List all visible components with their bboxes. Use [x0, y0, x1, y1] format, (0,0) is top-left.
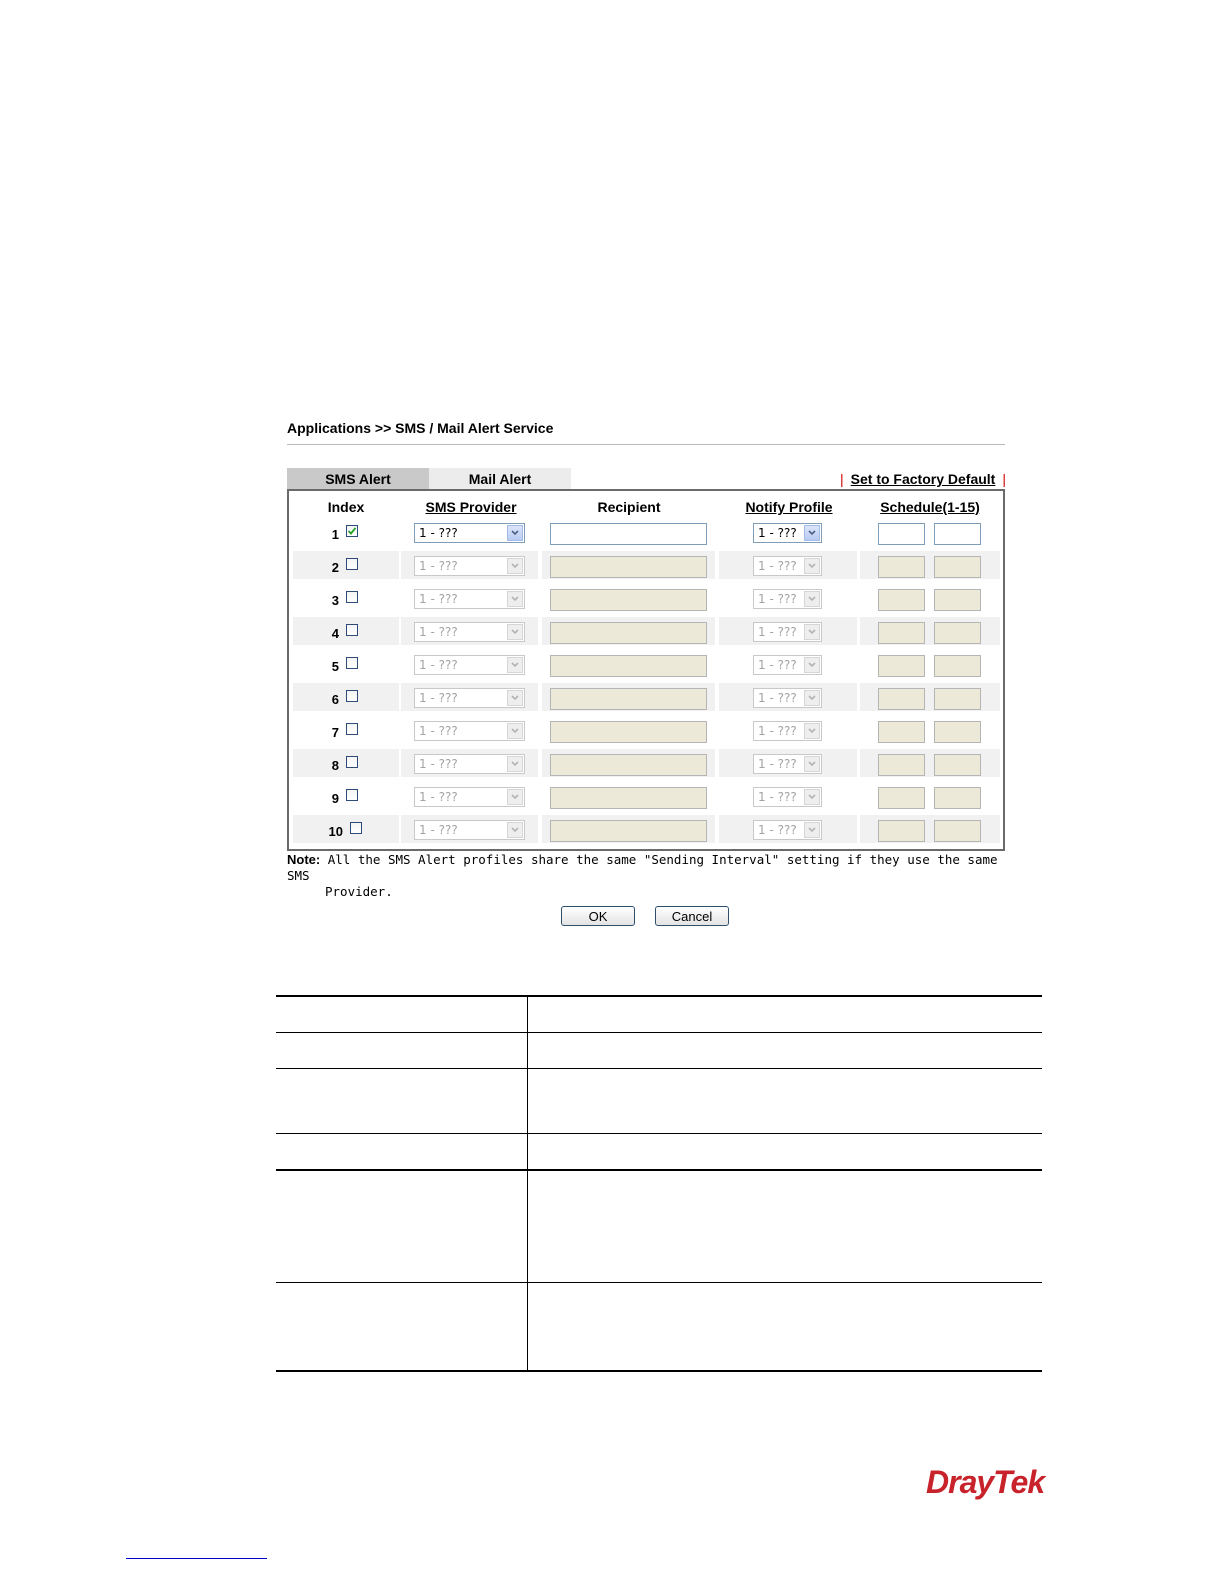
table-row — [289, 683, 1003, 711]
table-row — [289, 518, 1003, 546]
schedule-input-2[interactable] — [934, 589, 981, 611]
notify-profile-select[interactable] — [753, 820, 822, 840]
row-index: 1 — [331, 527, 339, 542]
sms-provider-value: 1 - ??? — [419, 691, 458, 705]
notify-profile-value: 1 - ??? — [758, 592, 797, 606]
sms-provider-value: 1 - ??? — [419, 757, 458, 771]
notify-profile-select[interactable] — [753, 655, 822, 675]
table-rule — [276, 1133, 1042, 1134]
notify-profile-select[interactable] — [753, 754, 822, 774]
tab-mail-alert[interactable]: Mail Alert — [429, 468, 571, 490]
schedule-input-2[interactable] — [934, 523, 981, 545]
enable-checkbox[interactable] — [350, 822, 362, 834]
row-index: 4 — [331, 626, 339, 641]
notify-profile-value: 1 - ??? — [758, 823, 797, 837]
enable-checkbox[interactable] — [346, 690, 358, 702]
notify-profile-value: 1 - ??? — [758, 625, 797, 639]
chevron-down-icon — [507, 525, 523, 541]
sms-provider-value: 1 - ??? — [419, 823, 458, 837]
header-schedule[interactable]: Schedule(1-15) — [880, 499, 980, 515]
schedule-input-2[interactable] — [934, 754, 981, 776]
chevron-down-icon — [507, 822, 523, 838]
header-index: Index — [327, 499, 365, 515]
recipient-input[interactable] — [550, 655, 707, 677]
schedule-input-1[interactable] — [878, 655, 925, 677]
notify-profile-select[interactable] — [753, 523, 822, 543]
chevron-down-icon — [804, 591, 820, 607]
recipient-input[interactable] — [550, 556, 707, 578]
table-row — [289, 584, 1003, 612]
sms-provider-select[interactable] — [414, 688, 525, 708]
notify-profile-select[interactable] — [753, 688, 822, 708]
row-index: 2 — [331, 560, 339, 575]
row-index: 9 — [331, 791, 339, 806]
enable-checkbox[interactable] — [346, 756, 358, 768]
enable-checkbox[interactable] — [346, 789, 358, 801]
recipient-input[interactable] — [550, 754, 707, 776]
notify-profile-select[interactable] — [753, 721, 822, 741]
row-index: 7 — [331, 725, 339, 740]
enable-checkbox[interactable] — [346, 657, 358, 669]
chevron-down-icon — [804, 756, 820, 772]
schedule-input-1[interactable] — [878, 523, 925, 545]
sms-provider-select[interactable] — [414, 622, 525, 642]
page-title: Applications >> SMS / Mail Alert Service — [287, 420, 554, 436]
separator-left: | — [840, 471, 844, 487]
sms-provider-value: 1 - ??? — [419, 559, 458, 573]
chevron-down-icon — [507, 789, 523, 805]
footer-link[interactable] — [126, 1558, 267, 1559]
note-label: Note: — [287, 852, 321, 867]
schedule-input-1[interactable] — [878, 754, 925, 776]
table-rule — [276, 1068, 1042, 1069]
note — [287, 852, 1007, 900]
schedule-input-2[interactable] — [934, 721, 981, 743]
draytek-logo: DrayTek — [926, 1464, 1045, 1500]
schedule-input-1[interactable] — [878, 622, 925, 644]
chevron-down-icon — [507, 558, 523, 574]
schedule-input-1[interactable] — [878, 688, 925, 710]
notify-profile-select[interactable] — [753, 556, 822, 576]
chevron-down-icon — [804, 723, 820, 739]
chevron-down-icon — [507, 624, 523, 640]
factory-default-bar — [820, 470, 1006, 488]
chevron-down-icon — [507, 756, 523, 772]
schedule-input-2[interactable] — [934, 622, 981, 644]
table-rule — [276, 995, 1042, 997]
recipient-input[interactable] — [550, 622, 707, 644]
table-row — [289, 617, 1003, 645]
schedule-input-1[interactable] — [878, 556, 925, 578]
chevron-down-icon — [804, 657, 820, 673]
chevron-down-icon — [804, 525, 820, 541]
chevron-down-icon — [507, 591, 523, 607]
sms-provider-select[interactable] — [414, 655, 525, 675]
schedule-input-1[interactable] — [878, 721, 925, 743]
chevron-down-icon — [507, 657, 523, 673]
enable-checkbox[interactable] — [346, 558, 358, 570]
header-recipient: Recipient — [597, 499, 661, 515]
notify-profile-select[interactable] — [753, 589, 822, 609]
schedule-input-2[interactable] — [934, 556, 981, 578]
chevron-down-icon — [507, 723, 523, 739]
ok-button[interactable]: OK — [561, 906, 635, 926]
table-row — [289, 650, 1003, 678]
schedule-input-2[interactable] — [934, 655, 981, 677]
notify-profile-select[interactable] — [753, 787, 822, 807]
row-index: 6 — [331, 692, 339, 707]
table-row — [289, 749, 1003, 777]
sms-provider-select[interactable] — [414, 523, 525, 543]
notify-profile-select[interactable] — [753, 622, 822, 642]
chevron-down-icon — [804, 624, 820, 640]
sms-provider-value: 1 - ??? — [419, 625, 458, 639]
sms-alert-panel — [287, 489, 1005, 851]
note-line-1: All the SMS Alert profiles share the same "Sending Interval" setting if they use the same SMS — [287, 852, 998, 883]
notify-profile-value: 1 - ??? — [758, 691, 797, 705]
description-table — [276, 995, 1042, 1372]
sms-provider-select[interactable] — [414, 721, 525, 741]
cancel-button[interactable]: Cancel — [655, 906, 729, 926]
header-notify-profile[interactable]: Notify Profile — [745, 499, 833, 515]
recipient-input[interactable] — [550, 787, 707, 809]
schedule-input-2[interactable] — [934, 787, 981, 809]
recipient-input[interactable] — [550, 589, 707, 611]
schedule-input-2[interactable] — [934, 688, 981, 710]
notify-profile-value: 1 - ??? — [758, 559, 797, 573]
schedule-input-1[interactable] — [878, 787, 925, 809]
table-rule — [276, 1169, 1042, 1171]
notify-profile-value: 1 - ??? — [758, 658, 797, 672]
recipient-input[interactable] — [550, 721, 707, 743]
tab-sms-alert[interactable]: SMS Alert — [287, 468, 429, 490]
chevron-down-icon — [804, 789, 820, 805]
notify-profile-value: 1 - ??? — [758, 526, 797, 540]
header-sms-provider[interactable]: SMS Provider — [425, 499, 517, 515]
schedule-input-1[interactable] — [878, 820, 925, 842]
recipient-input[interactable] — [550, 820, 707, 842]
sms-provider-select[interactable] — [414, 754, 525, 774]
enable-checkbox[interactable] — [346, 624, 358, 636]
recipient-input[interactable] — [550, 688, 707, 710]
table-rule — [276, 1282, 1042, 1283]
enable-checkbox[interactable] — [346, 591, 358, 603]
schedule-input-1[interactable] — [878, 589, 925, 611]
sms-provider-select[interactable] — [414, 589, 525, 609]
table-row — [289, 782, 1003, 810]
sms-provider-select[interactable] — [414, 556, 525, 576]
enable-checkbox[interactable] — [346, 723, 358, 735]
sms-provider-value: 1 - ??? — [419, 790, 458, 804]
chevron-down-icon — [804, 690, 820, 706]
chevron-down-icon — [804, 558, 820, 574]
sms-provider-value: 1 - ??? — [419, 724, 458, 738]
row-index: 3 — [331, 593, 339, 608]
table-column-divider — [527, 995, 528, 1372]
chevron-down-icon — [804, 822, 820, 838]
recipient-input[interactable] — [550, 523, 707, 545]
notify-profile-value: 1 - ??? — [758, 790, 797, 804]
separator-right: | — [1002, 471, 1006, 487]
row-index: 8 — [331, 758, 339, 773]
sms-provider-select[interactable] — [414, 820, 525, 840]
row-index: 10 — [328, 824, 343, 839]
table-rule — [276, 1370, 1042, 1372]
table-rule — [276, 1032, 1042, 1033]
enable-checkbox[interactable] — [346, 525, 358, 537]
table-row — [289, 815, 1003, 843]
table-row — [289, 551, 1003, 579]
sms-provider-value: 1 - ??? — [419, 592, 458, 606]
set-to-factory-default-link[interactable]: Set to Factory Default — [850, 471, 996, 487]
row-index: 5 — [331, 659, 339, 674]
notify-profile-value: 1 - ??? — [758, 724, 797, 738]
index-cell — [293, 815, 399, 843]
table-row — [289, 716, 1003, 744]
note-line-2: Provider. — [325, 884, 393, 899]
check-icon — [348, 527, 356, 535]
title-divider — [287, 444, 1005, 445]
sms-provider-value: 1 - ??? — [419, 526, 458, 540]
sms-provider-value: 1 - ??? — [419, 658, 458, 672]
notify-profile-value: 1 - ??? — [758, 757, 797, 771]
chevron-down-icon — [507, 690, 523, 706]
schedule-input-2[interactable] — [934, 820, 981, 842]
sms-provider-select[interactable] — [414, 787, 525, 807]
